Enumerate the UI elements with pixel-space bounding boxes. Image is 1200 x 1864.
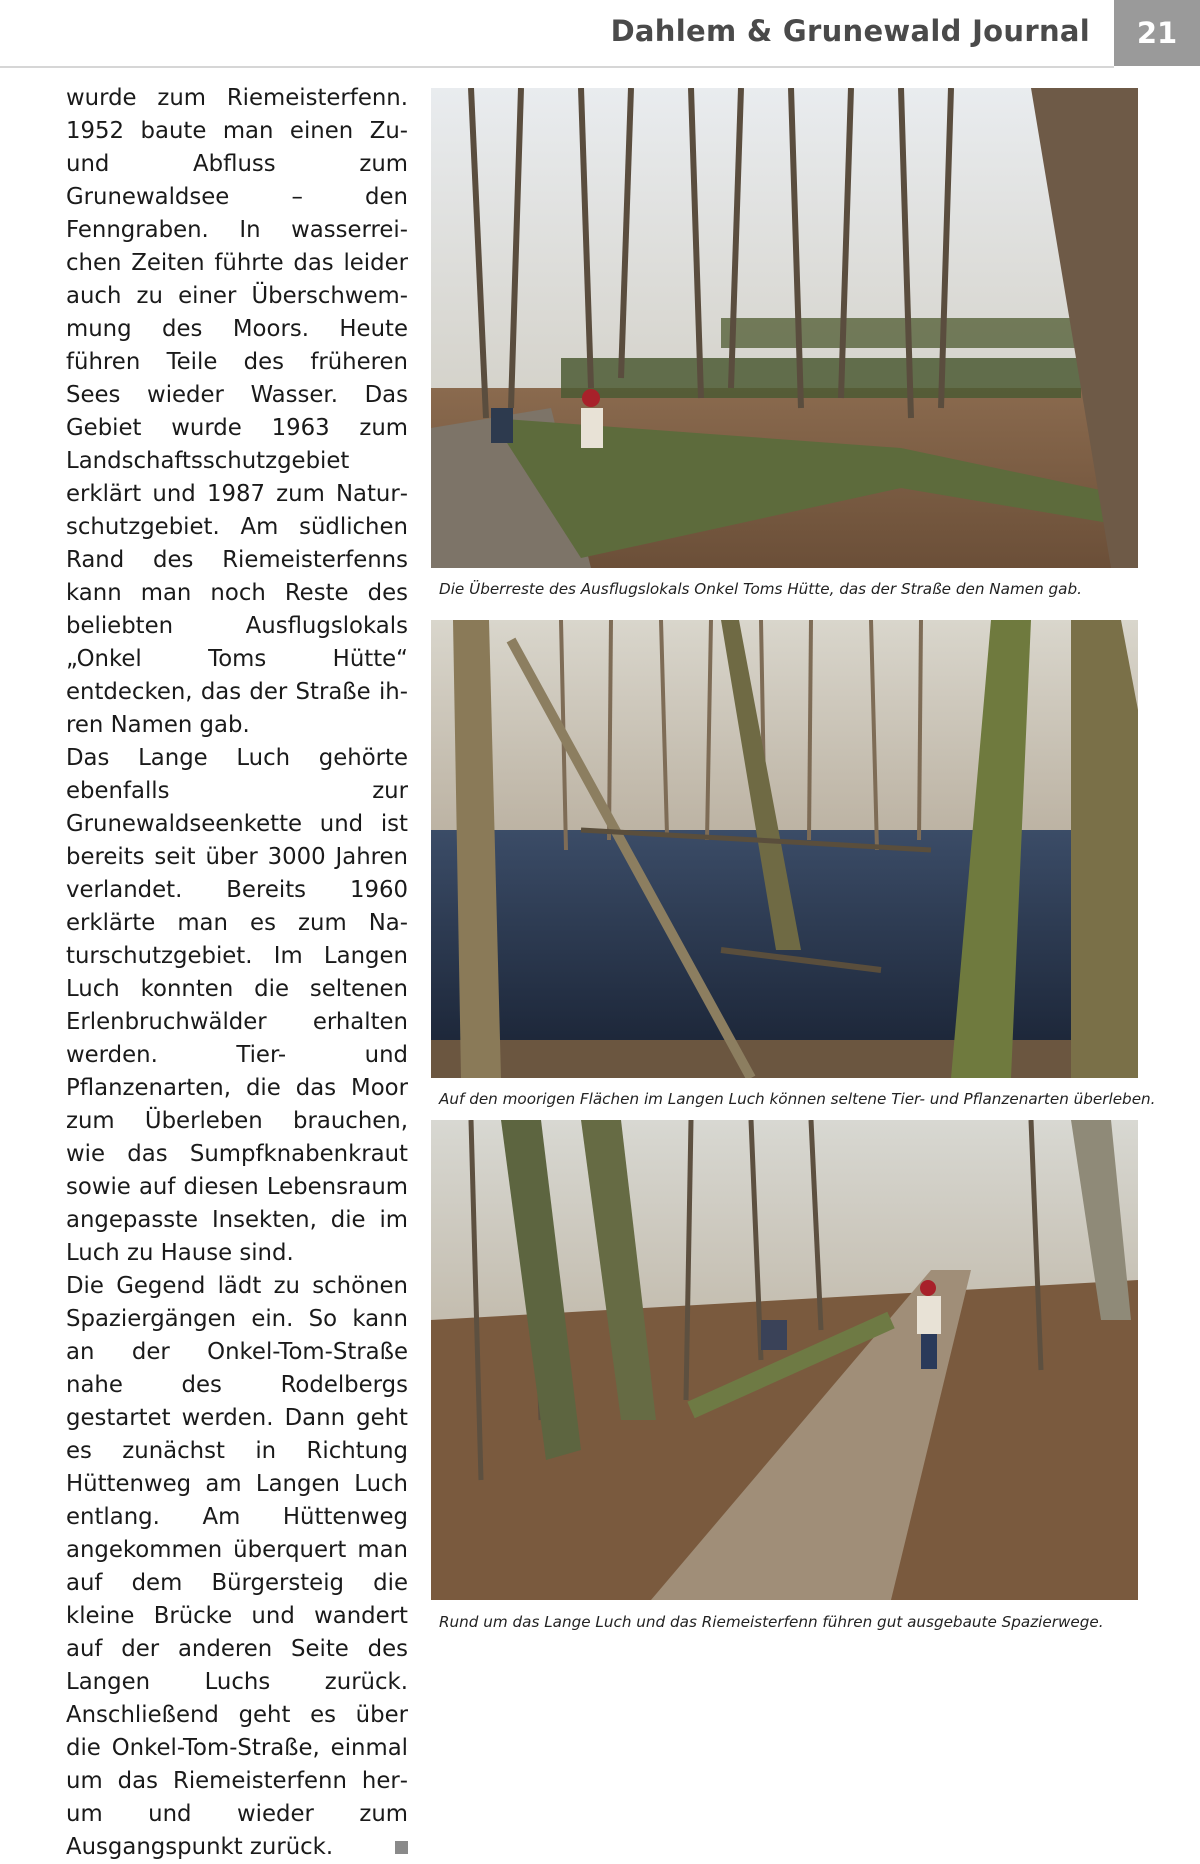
photo-2-caption: Auf den moorigen Flächen im Langen Luch können seltene Tier- und Pflanzenarten überleben. [439,1090,1156,1108]
photo-3-caption: Rund um das Lange Luch und das Riemeisterfenn führen gut ausgebaute Spazierwege. [439,1613,1104,1631]
photo-spazierweg [431,1120,1138,1600]
article-paragraph-3 [66,1270,408,1864]
article-paragraph-2: Das Lange Luch gehörte ebenfalls zur Grunewaldseenkette und ist bereits seit über 3000 Jahren verlandet. Bereits 1960 erklärte man es zum Naturschutzgebiet. Im Langen Luch konnten die seltenen Erlenbruchwälder erhalten werden. Tier- und Pflanzenarten, die das Moor zum Überleben brauchen, wie das Sumpfknabenkraut sowie auf diesen Lebensraum angepasste Insekten, die im Luch zu Hause sind. [66,745,408,1266]
photo-spazierweg-image [431,1120,1138,1600]
page-number: 21 [1136,16,1178,50]
photo-langes-luch-moor [431,620,1138,1078]
header-rule [0,66,1114,68]
article-body [66,82,408,1864]
journal-title: Dahlem & Grunewald Journal [610,14,1090,48]
photo-1-caption: Die Überreste des Ausflugslokals Onkel Toms Hütte, das der Straße den Namen gab. [439,580,1082,598]
photo-langes-luch-moor-image [431,620,1138,1078]
end-of-article-mark [395,1841,408,1854]
article-paragraph-1: wurde zum Riemeisterfenn. 1952 baute man einen Zu- und Abfluss zum Grunewaldsee – den Fenngraben. In wasserreichen Zeiten führte das leider auch zu einer Überschwemmung des Moors. Heute führen Teile des früheren Sees wieder Wasser. Das Gebiet wurde 1963 zum Landschaftsschutzgebiet erklärt und 1987 zum Naturschutzgebiet. Am südlichen Rand des Riemeisterfenns kann man noch Reste des beliebten Ausflugslokals „Onkel Toms Hütte“ entdecken, das der Straße ihren Namen gab. [66,85,408,738]
page-number-box [1114,0,1200,66]
photo-onkel-toms-huette-ruins [431,88,1138,568]
article-paragraph-3-text: Die Gegend lädt zu schönen Spaziergängen ein. So kann an der Onkel-Tom-Straße nahe des Rodelbergs gestartet werden. Dann geht es zunächst in Richtung Hüttenweg am Langen Luch entlang. Am Hüttenweg angekommen überquert man auf dem Bürgersteig die kleine Brücke und wandert auf der anderen Seite des Langen Luchs zurück. Anschließend geht es über die Onkel-Tom-Straße, einmal um das Riemeisterfenn herum und wieder zum Ausgangspunkt zurück. [66,1273,408,1860]
photo-onkel-toms-huette-ruins-image [431,88,1138,568]
